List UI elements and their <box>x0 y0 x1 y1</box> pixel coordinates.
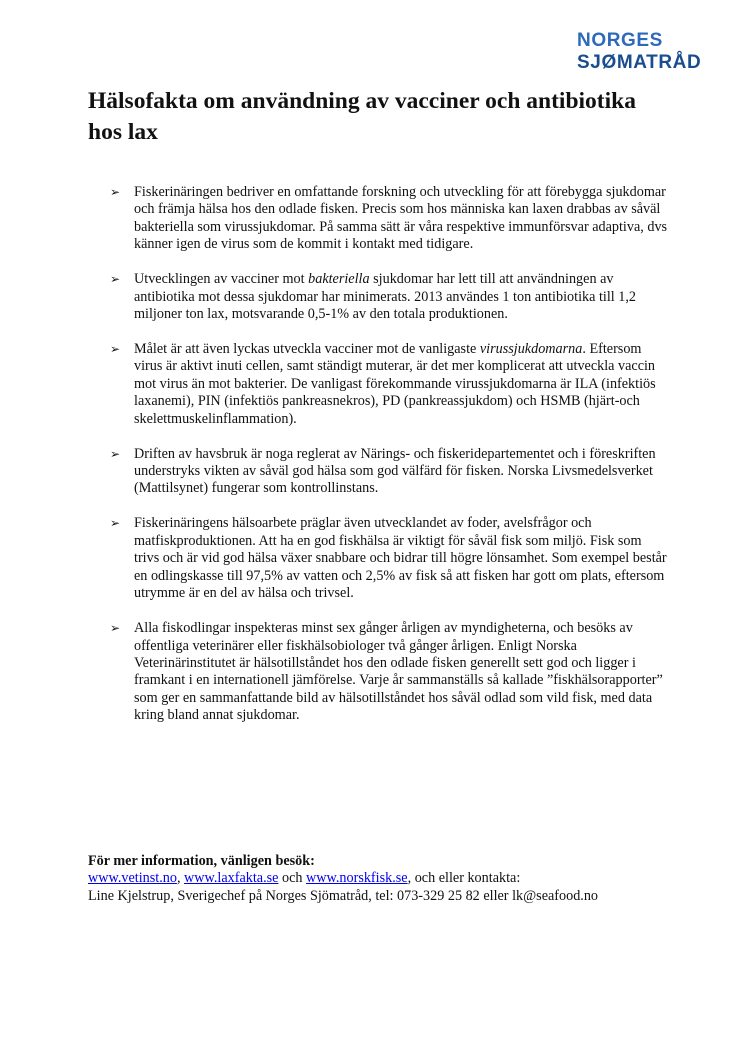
fact-text: Driften av havsbruk är noga reglerat av Närings- och fiskeridepartementet och i föreskriften understryks vikten av såväl god hälsa som god välfärd för fisken. Norska Livsmedelsverket (Mattilsynet) fungerar som kontrollinstans. <box>134 445 656 497</box>
contact-heading: För mer information, vänligen besök: <box>88 853 315 869</box>
links-tail: , och eller kontakta: <box>407 870 521 887</box>
arrow-bullet-icon: ➢ <box>110 516 121 531</box>
fact-text-emphasis: virussjukdomarna <box>479 341 583 358</box>
fact-item-3 <box>88 341 668 428</box>
contact-line: Line Kjelstrup, Sverigechef på Norges Sjömatråd, tel: 073-329 25 82 eller lk@seafood.no <box>88 887 599 904</box>
fact-text-pre: Målet är att även lyckas utveckla vacciner mot de vanligaste <box>134 341 480 358</box>
norskfisk-link[interactable]: www.norskfisk.se <box>306 870 408 887</box>
link-separator: och <box>278 870 307 887</box>
link-separator: , <box>176 870 185 887</box>
arrow-bullet-icon: ➢ <box>110 342 121 357</box>
contact-section <box>88 853 708 905</box>
fact-text-post: . Eftersom virus är aktivt inuti cellen, samt ständigt muterar, är det mer komplicerat att utveckla vaccin mot virus än mot bakterier. De vanligast förekommande virussjukdomarna är ILA (infektiös laxanemi), PIN (infektiös pankreasnekros), PD (pankreassjukdom) och HSMB (hjärt-och skelettmuskelinflammation). <box>134 341 656 427</box>
fact-text: Alla fiskodlingar inspekteras minst sex gånger årligen av myndigheterna, och besöks av offentliga veterinärer eller fiskhälsobiologer två gånger årligen. Enligt Norska Veterinärinstitutet är hälsotillståndet hos den odlade fisken generellt sett god och ligger i framkant i en internationell jämförelse. Varje år sammanställs så kallade ”fiskhälsorapporter” som ger en sammanfattande bild av hälsotillståndet hos såväl odlad som vild fisk, med data kring bland annat sjukdomar. <box>134 620 663 724</box>
vetinst-link[interactable]: www.vetinst.no <box>88 870 177 887</box>
fact-text-pre: Utvecklingen av vacciner mot <box>134 271 309 288</box>
fact-item-5 <box>88 515 668 602</box>
logo-line2: SJØMATRÅD <box>577 52 702 73</box>
arrow-bullet-icon: ➢ <box>110 185 121 199</box>
fact-text: Fiskerinäringen bedriver en omfattande forskning och utveckling för att förebygga sjukdomar och främja hälsa hos den odlade fisken. Precis som hos människa kan laxen drabbas av såväl bakteriella som virussjukdomar. På samma sätt är våra respektive immunförsvar adaptiva, dvs känner igen de virus som de kommit i kontakt med tidigare. <box>134 184 668 253</box>
links-line <box>88 870 708 887</box>
fact-text: Fiskerinäringens hälsoarbete präglar även utvecklandet av foder, avelsfrågor och matfiskproduktionen. Att ha en god fiskhälsa är viktigt för såväl fisk som miljö. Fisk som trivs och är vid god hälsa växer snabbare och bidrar till högre lönsamhet. Som exempel består en odlingskasse till 97,5% av vatten och 2,5% av fisk så att fisken har gott om plats, eftersom utrymme är en del av hälsa och trivsel. <box>134 515 667 602</box>
page-title: Hälsofakta om användning av vacciner och antibiotika hos lax <box>88 88 636 145</box>
fact-list <box>88 184 668 742</box>
fact-text-emphasis: bakteriella <box>308 271 370 288</box>
fact-text-post: sjukdomar har lett till att användningen av antibiotika mot dessa sjukdomar har minimerats. 2013 användes 1 ton antibiotika till 1,2 miljoner ton lax, motsvarande 0,5-1% av den totala produktionen. <box>134 271 636 323</box>
fact-item-1 <box>88 184 668 254</box>
arrow-bullet-icon: ➢ <box>110 272 121 287</box>
arrow-bullet-icon: ➢ <box>110 621 121 636</box>
fact-item-4 <box>88 446 668 498</box>
logo <box>577 30 701 74</box>
fact-item-6 <box>88 620 668 724</box>
logo-line1: NORGES <box>577 30 663 51</box>
laxfakta-link[interactable]: www.laxfakta.se <box>184 870 279 887</box>
fact-item-2 <box>88 271 668 323</box>
arrow-bullet-icon: ➢ <box>110 446 121 461</box>
